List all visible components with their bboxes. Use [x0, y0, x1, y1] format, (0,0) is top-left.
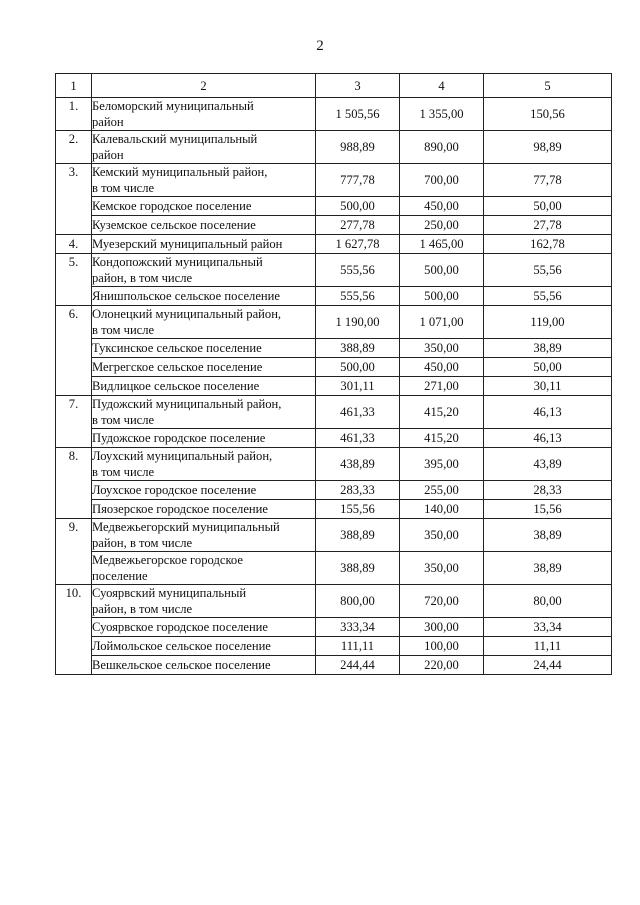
table-row [56, 585, 612, 618]
value-col-4: 250,00 [400, 216, 484, 235]
value-col-5: 50,00 [484, 358, 612, 377]
value-col-5: 38,89 [484, 339, 612, 358]
value-col-4: 720,00 [400, 585, 484, 618]
municipality-name [92, 637, 316, 656]
value-col-5: 11,11 [484, 637, 612, 656]
value-col-4: 415,20 [400, 429, 484, 448]
value-col-3: 555,56 [316, 287, 400, 306]
row-number: 5. [56, 254, 92, 306]
municipality-name [92, 618, 316, 637]
value-col-3: 555,56 [316, 254, 400, 287]
table-row [56, 519, 612, 552]
municipality-name-text: Суоярвское городское поселение [92, 620, 269, 634]
value-col-4: 255,00 [400, 481, 484, 500]
municipality-name-text: Куземское сельское поселение [92, 218, 256, 232]
municipality-name-text: Лоухский муниципальный район, в том числе [92, 449, 273, 479]
page-number: 2 [316, 38, 324, 54]
table-subrow [56, 429, 612, 448]
row-number: 7. [56, 396, 92, 448]
row-number: 4. [56, 235, 92, 254]
table-subrow [56, 481, 612, 500]
table-row [56, 235, 612, 254]
value-col-3: 155,56 [316, 500, 400, 519]
municipality-name-text: Вешкельское сельское поселение [92, 658, 271, 672]
table-row [56, 131, 612, 164]
municipality-name [92, 197, 316, 216]
value-col-5: 50,00 [484, 197, 612, 216]
value-col-3: 1 190,00 [316, 306, 400, 339]
table-subrow [56, 637, 612, 656]
value-col-3: 1 627,78 [316, 235, 400, 254]
value-col-3: 461,33 [316, 396, 400, 429]
row-number: 8. [56, 448, 92, 519]
table-row [56, 306, 612, 339]
value-col-3: 283,33 [316, 481, 400, 500]
value-col-3: 800,00 [316, 585, 400, 618]
municipality-name-text: Лоймольское сельское поселение [92, 639, 271, 653]
value-col-3: 277,78 [316, 216, 400, 235]
value-col-5: 150,56 [484, 98, 612, 131]
value-col-3: 244,44 [316, 656, 400, 675]
value-col-3: 388,89 [316, 519, 400, 552]
value-col-5: 15,56 [484, 500, 612, 519]
table-row [56, 396, 612, 429]
municipality-name [92, 98, 316, 131]
municipality-name-text: Кемское городское поселение [92, 199, 252, 213]
value-col-4: 450,00 [400, 358, 484, 377]
municipality-name-text: Медвежьегорский муниципальный район, в том числе [92, 520, 280, 550]
municipality-name-text: Кемский муниципальный район, в том числе [92, 165, 268, 195]
municipality-name-text: Лоухское городское поселение [92, 483, 257, 497]
municipality-name [92, 131, 316, 164]
municipality-name [92, 164, 316, 197]
table-subrow [56, 500, 612, 519]
municipality-name [92, 519, 316, 552]
municipality-name [92, 448, 316, 481]
table-subrow [56, 377, 612, 396]
value-col-5: 43,89 [484, 448, 612, 481]
value-col-4: 395,00 [400, 448, 484, 481]
value-col-3: 500,00 [316, 358, 400, 377]
value-col-5: 28,33 [484, 481, 612, 500]
value-col-4: 500,00 [400, 254, 484, 287]
municipality-name [92, 306, 316, 339]
value-col-4: 300,00 [400, 618, 484, 637]
municipality-name-text: Олонецкий муниципальный район, в том числе [92, 307, 282, 337]
value-col-5: 77,78 [484, 164, 612, 197]
table-subrow [56, 216, 612, 235]
table-row [56, 254, 612, 287]
value-col-5: 46,13 [484, 429, 612, 448]
column-header: 3 [316, 74, 400, 98]
value-col-4: 140,00 [400, 500, 484, 519]
value-col-3: 388,89 [316, 552, 400, 585]
value-col-5: 55,56 [484, 287, 612, 306]
value-col-5: 119,00 [484, 306, 612, 339]
municipality-name [92, 656, 316, 675]
value-col-5: 46,13 [484, 396, 612, 429]
value-col-5: 98,89 [484, 131, 612, 164]
value-col-4: 100,00 [400, 637, 484, 656]
value-col-4: 450,00 [400, 197, 484, 216]
table-subrow [56, 358, 612, 377]
value-col-4: 220,00 [400, 656, 484, 675]
table-subrow [56, 197, 612, 216]
municipality-name-text: Пяозерское городское поселение [92, 502, 268, 516]
municipality-name-text: Суоярвский муниципальный район, в том числе [92, 586, 247, 616]
municipality-name [92, 358, 316, 377]
value-col-4: 1 355,00 [400, 98, 484, 131]
value-col-5: 27,78 [484, 216, 612, 235]
value-col-3: 333,34 [316, 618, 400, 637]
municipality-name [92, 585, 316, 618]
municipality-name-text: Муезерский муниципальный район [92, 237, 283, 251]
row-number: 3. [56, 164, 92, 235]
row-number: 10. [56, 585, 92, 675]
value-col-5: 162,78 [484, 235, 612, 254]
municipality-name [92, 254, 316, 287]
table-subrow [56, 552, 612, 585]
table-row [56, 164, 612, 197]
value-col-3: 777,78 [316, 164, 400, 197]
table-subrow [56, 618, 612, 637]
value-col-4: 1 071,00 [400, 306, 484, 339]
municipality-name-text: Пудожское городское поселение [92, 431, 266, 445]
value-col-4: 500,00 [400, 287, 484, 306]
table-subrow [56, 339, 612, 358]
row-number: 6. [56, 306, 92, 396]
value-col-4: 350,00 [400, 519, 484, 552]
municipality-name-text: Мегрегское сельское поселение [92, 360, 263, 374]
municipality-name [92, 216, 316, 235]
value-col-5: 55,56 [484, 254, 612, 287]
municipality-name-text: Кондопожский муниципальный район, в том числе [92, 255, 263, 285]
municipality-name [92, 429, 316, 448]
header-row [56, 74, 612, 98]
municipality-name-text: Видлицкое сельское поселение [92, 379, 260, 393]
funds-table [55, 73, 612, 675]
row-number: 1. [56, 98, 92, 131]
column-header: 5 [484, 74, 612, 98]
municipality-name [92, 235, 316, 254]
value-col-3: 1 505,56 [316, 98, 400, 131]
value-col-3: 500,00 [316, 197, 400, 216]
value-col-3: 438,89 [316, 448, 400, 481]
table-row [56, 98, 612, 131]
table-subrow [56, 287, 612, 306]
column-header: 2 [92, 74, 316, 98]
municipality-name-text: Медвежьегорское городское поселение [92, 553, 243, 583]
municipality-name [92, 377, 316, 396]
municipality-name-text: Янишпольское сельское поселение [92, 289, 280, 303]
value-col-3: 461,33 [316, 429, 400, 448]
row-number: 9. [56, 519, 92, 585]
value-col-5: 38,89 [484, 519, 612, 552]
column-header: 4 [400, 74, 484, 98]
value-col-5: 30,11 [484, 377, 612, 396]
municipality-name [92, 396, 316, 429]
value-col-5: 24,44 [484, 656, 612, 675]
municipality-name-text: Беломорский муниципальный район [92, 99, 254, 129]
municipality-name [92, 339, 316, 358]
value-col-4: 271,00 [400, 377, 484, 396]
municipality-name [92, 287, 316, 306]
value-col-4: 415,20 [400, 396, 484, 429]
table-subrow [56, 656, 612, 675]
value-col-4: 1 465,00 [400, 235, 484, 254]
value-col-4: 700,00 [400, 164, 484, 197]
row-number: 2. [56, 131, 92, 164]
value-col-5: 33,34 [484, 618, 612, 637]
municipality-name-text: Туксинское сельское поселение [92, 341, 262, 355]
municipality-name [92, 552, 316, 585]
municipality-name-text: Пудожский муниципальный район, в том числе [92, 397, 282, 427]
value-col-4: 350,00 [400, 339, 484, 358]
value-col-4: 350,00 [400, 552, 484, 585]
municipality-name [92, 500, 316, 519]
value-col-3: 988,89 [316, 131, 400, 164]
value-col-3: 388,89 [316, 339, 400, 358]
value-col-5: 38,89 [484, 552, 612, 585]
column-header: 1 [56, 74, 92, 98]
value-col-3: 111,11 [316, 637, 400, 656]
value-col-5: 80,00 [484, 585, 612, 618]
value-col-3: 301,11 [316, 377, 400, 396]
municipality-name [92, 481, 316, 500]
municipality-name-text: Калевальский муниципальный район [92, 132, 258, 162]
table-row [56, 448, 612, 481]
value-col-4: 890,00 [400, 131, 484, 164]
